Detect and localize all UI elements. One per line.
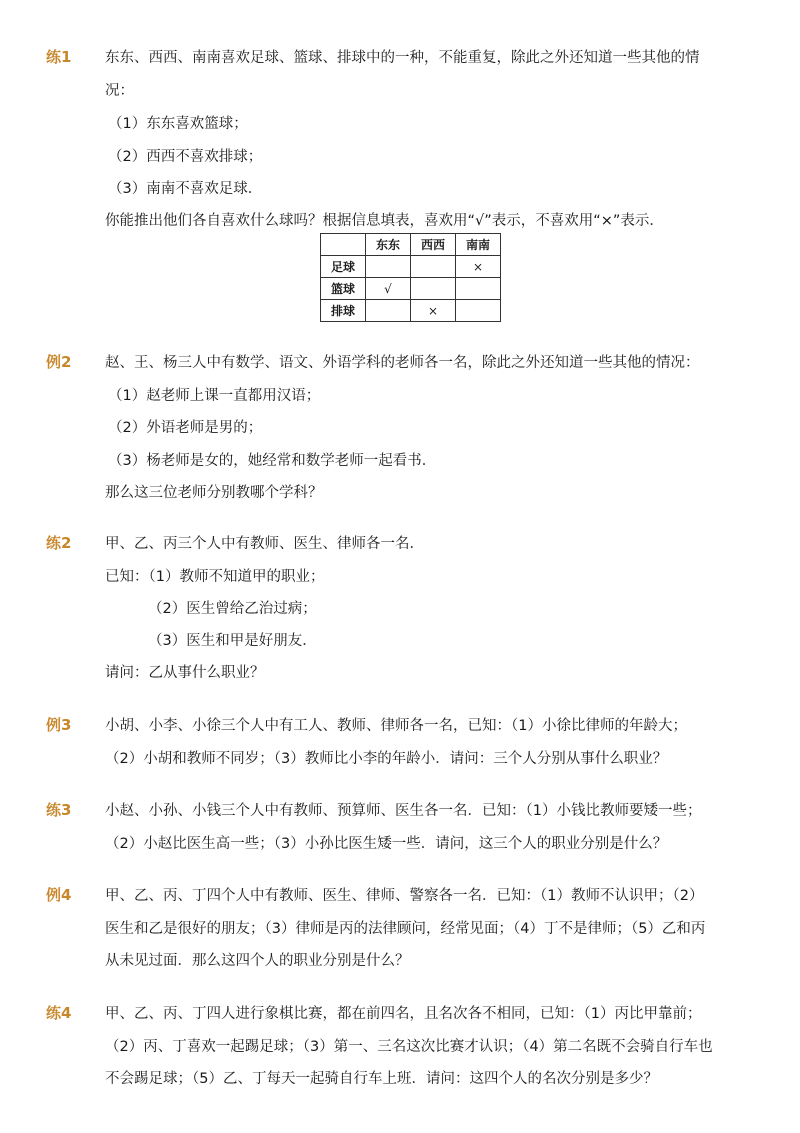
question-text: 那么这三位老师分别教哪个学科？ [105, 485, 323, 501]
row-header-cell: 排球 [321, 300, 366, 322]
problem-text: 小赵、小孙、小钱三个人中有教师、预算师、医生各一名．已知：（1）小钱比教师要矮一些； [105, 803, 702, 819]
problem-text: 甲、乙、丙、丁四人进行象棋比赛，都在前四名，且名次各不相同，已知：（1）丙比甲靠前； [105, 1006, 702, 1022]
problem-text: 甲、乙、丙三个人中有教师、医生、律师各一名． [105, 536, 424, 552]
table-cell [321, 234, 366, 256]
problem-text: 赵、王、杨三人中有数学、语文、外语学科的老师各一名，除此之外还知道一些其他的情况： [105, 355, 700, 371]
table-cell: × [456, 256, 501, 278]
problem-text: 东东、西西、南南喜欢足球、篮球、排球中的一种，不能重复，除此之外还知道一些其他的情 [105, 50, 700, 66]
table-row [321, 300, 501, 322]
problem-text: 从未见过面．那么这四个人的职业分别是什么？ [105, 953, 410, 969]
table-row [321, 256, 501, 278]
table-cell [366, 256, 411, 278]
table-cell [456, 278, 501, 300]
problem-text: 甲、乙、丙、丁四个人中有教师、医生、律师、警察各一名．已知：（1）教师不认识甲；（2） [105, 888, 704, 904]
exercise-label: 例3 [46, 716, 72, 734]
table-header-cell: 东东 [366, 234, 411, 256]
condition-3: （3）南南不喜欢足球． [108, 181, 263, 197]
question-text: 你能推出他们各自喜欢什么球吗？根据信息填表，喜欢用“√”表示，不喜欢用“×”表示． [105, 213, 664, 229]
condition-2: （2）外语老师是男的； [108, 420, 263, 436]
exercise-label: 例2 [46, 353, 72, 371]
table-header-cell: 西西 [411, 234, 456, 256]
exercise-label: 练4 [46, 1004, 72, 1022]
problem-text: 不会踢足球；（5）乙、丁每天一起骑自行车上班．请问：这四个人的名次分别是多少？ [105, 1071, 658, 1087]
condition-2: （2）医生曾给乙治过病； [148, 601, 317, 617]
table-cell [456, 300, 501, 322]
table-row [321, 278, 501, 300]
exercise-label: 练1 [46, 48, 72, 66]
condition-1: （1）赵老师上课一直都用汉语； [108, 388, 321, 404]
problem-text: 小胡、小李、小徐三个人中有工人、教师、律师各一名，已知：（1）小徐比律师的年龄大； [105, 718, 687, 734]
question-text: 请问：乙从事什么职业？ [105, 665, 265, 681]
table-cell [411, 256, 456, 278]
row-header-cell: 足球 [321, 256, 366, 278]
condition-1: （1）东东喜欢篮球； [108, 116, 248, 132]
problem-text: （2）小胡和教师不同岁；（3）教师比小李的年龄小．请问：三个人分别从事什么职业？ [105, 751, 668, 767]
exercise-label: 练2 [46, 534, 72, 552]
row-header-cell: 篮球 [321, 278, 366, 300]
preference-table [320, 233, 501, 322]
table-cell [411, 278, 456, 300]
problem-text: （2）小赵比医生高一些；（3）小孙比医生矮一些．请问，这三个人的职业分别是什么？ [105, 836, 668, 852]
condition-1: 已知：（1）教师不知道甲的职业； [105, 569, 325, 585]
exercise-label: 练3 [46, 801, 72, 819]
exercise-label: 例4 [46, 886, 72, 904]
table-cell [366, 300, 411, 322]
table-cell: √ [366, 278, 411, 300]
condition-3: （3）医生和甲是好朋友． [148, 633, 317, 649]
table-header-cell: 南南 [456, 234, 501, 256]
table-row [321, 234, 501, 256]
problem-text: 医生和乙是很好的朋友；（3）律师是丙的法律顾问，经常见面；（4）丁不是律师；（5）乙和丙 [105, 921, 706, 937]
problem-text: 况： [105, 83, 134, 99]
problem-text: （2）丙、丁喜欢一起踢足球；（3）第一、三名这次比赛才认识；（4）第二名既不会骑自行车也 [105, 1039, 713, 1055]
condition-2: （2）西西不喜欢排球； [108, 149, 263, 165]
condition-3: （3）杨老师是女的，她经常和数学老师一起看书． [108, 453, 437, 469]
table-cell: × [411, 300, 456, 322]
